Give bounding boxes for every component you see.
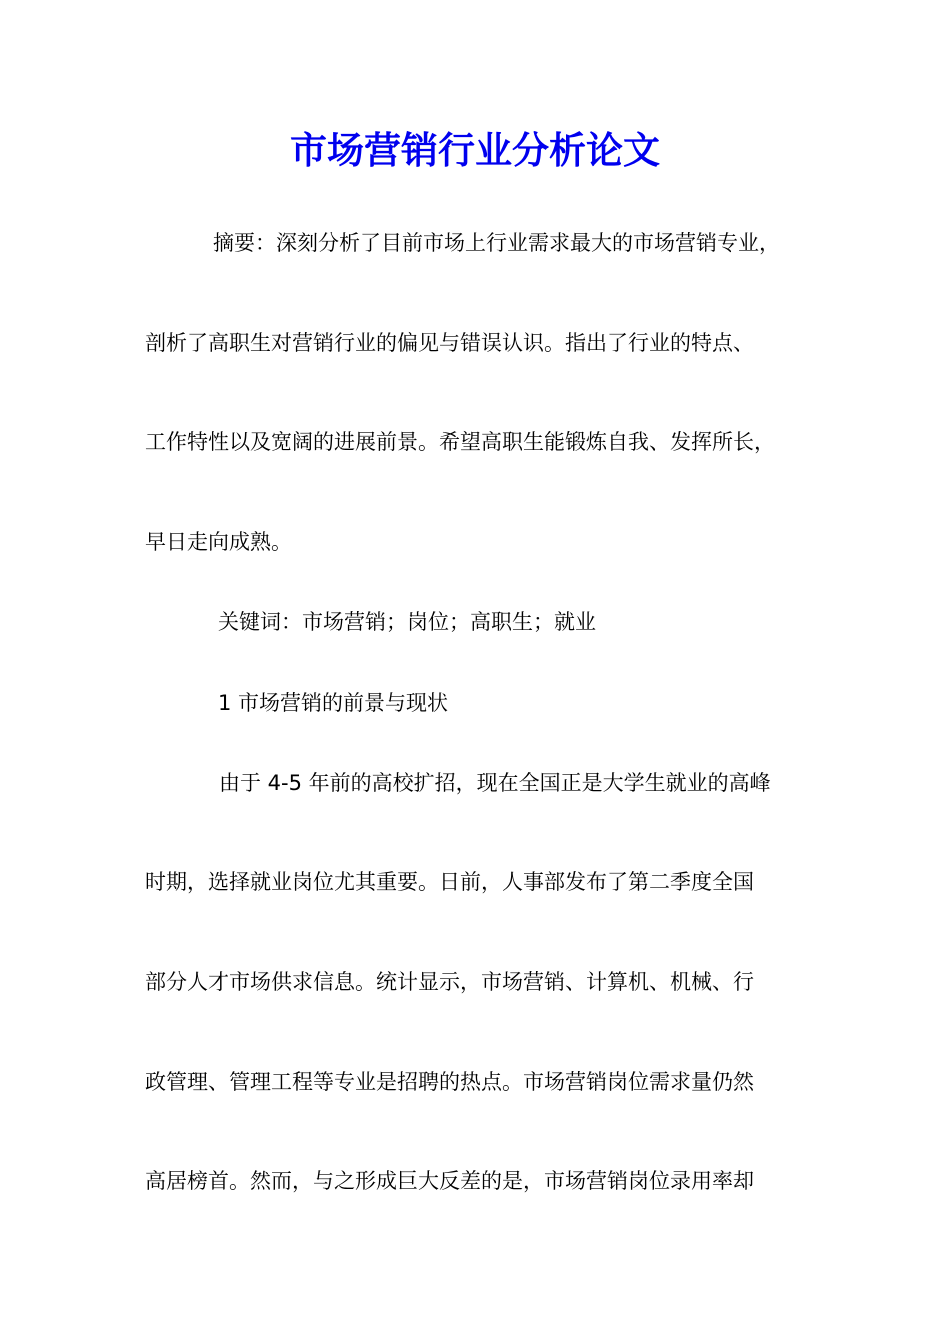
document-title: 市场营销行业分析论文 [290,128,660,172]
body-line-4: 政管理、管理工程等专业是招聘的热点。市场营销岗位需求量仍然 [145,1070,754,1094]
abstract-line-2: 剖析了高职生对营销行业的偏见与错误认识。指出了行业的特点、 [145,331,754,355]
body-line-2: 时期，选择就业岗位尤其重要。日前，人事部发布了第二季度全国 [145,870,754,894]
abstract-line-3: 工作特性以及宽阔的进展前景。希望高职生能锻炼自我、发挥所长， [145,430,775,454]
section-heading: 1 市场营销的前景与现状 [218,691,449,715]
body-line-3: 部分人才市场供求信息。统计显示，市场营销、计算机、机械、行 [145,970,754,994]
abstract-line-4: 早日走向成熟。 [145,530,292,554]
abstract-line-1: 摘要：深刻分析了目前市场上行业需求最大的市场营销专业， [213,231,780,255]
body-line-5: 高居榜首。然而，与之形成巨大反差的是，市场营销岗位录用率却 [145,1169,754,1193]
body-line-1: 由于 4-5 年前的高校扩招，现在全国正是大学生就业的高峰 [219,771,771,795]
keywords-line: 关键词：市场营销；岗位；高职生；就业 [218,610,596,634]
